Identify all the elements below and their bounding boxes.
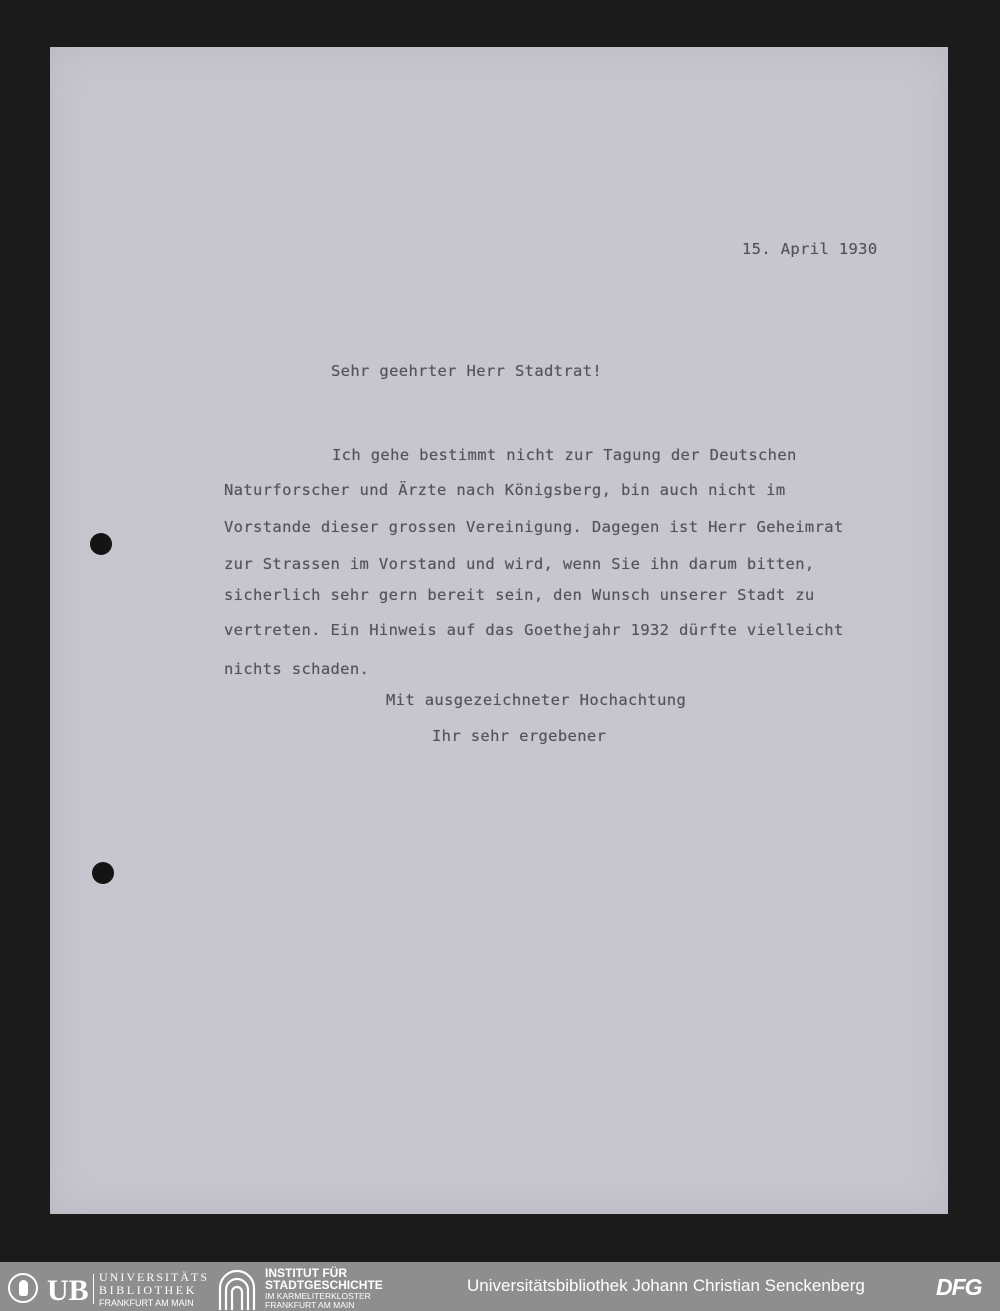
letter-closing: Mit ausgezeichneter Hochachtung [386,691,687,709]
letter-date: 15. April 1930 [742,240,878,258]
body-line-3: Vorstande dieser grossen Vereinigung. Dagegen ist Herr Geheimrat [224,518,844,536]
arch-logo-icon [217,1268,257,1310]
body-line-4: zur Strassen im Vorstand und wird, wenn Sie ihn darum bitten, [224,555,815,573]
body-line-7: nichts schaden. [224,660,370,678]
isg-logo-line-3: IM KARMELITERKLOSTER [265,1291,371,1301]
body-line-1: Ich gehe bestimmt nicht zur Tagung der Deutschen [332,446,797,464]
ub-logo-line-1: UNIVERSITÄTS [99,1270,209,1284]
body-line-2: Naturforscher und Ärzte nach Königsberg, bin auch nicht im [224,481,786,499]
university-seal-icon [8,1273,38,1303]
isg-logo-line-4: FRANKFURT AM MAIN [265,1300,355,1310]
punch-hole-top [90,533,112,555]
library-name: Universitätsbibliothek Johann Christian Senckenberg [467,1276,865,1295]
ub-logo-line-3: FRANKFURT AM MAIN [99,1298,194,1308]
punch-hole-bottom [92,862,114,884]
dfg-logo: DFG [936,1274,982,1300]
letter-signoff: Ihr sehr ergebener [432,727,607,745]
isg-logo-line-1: INSTITUT FÜR [265,1266,347,1280]
body-line-6: vertreten. Ein Hinweis auf das Goethejahr 1932 dürfte vielleicht [224,621,844,639]
ub-logo-mark: UB [47,1274,89,1307]
isg-logo-line-2: STADTGESCHICHTE [265,1278,383,1292]
letter-salutation: Sehr geehrter Herr Stadtrat! [331,362,603,380]
ub-logo-divider [93,1274,94,1304]
body-line-5: sicherlich sehr gern bereit sein, den Wunsch unserer Stadt zu [224,586,815,604]
ub-logo-line-2: BIBLIOTHEK [99,1283,197,1297]
